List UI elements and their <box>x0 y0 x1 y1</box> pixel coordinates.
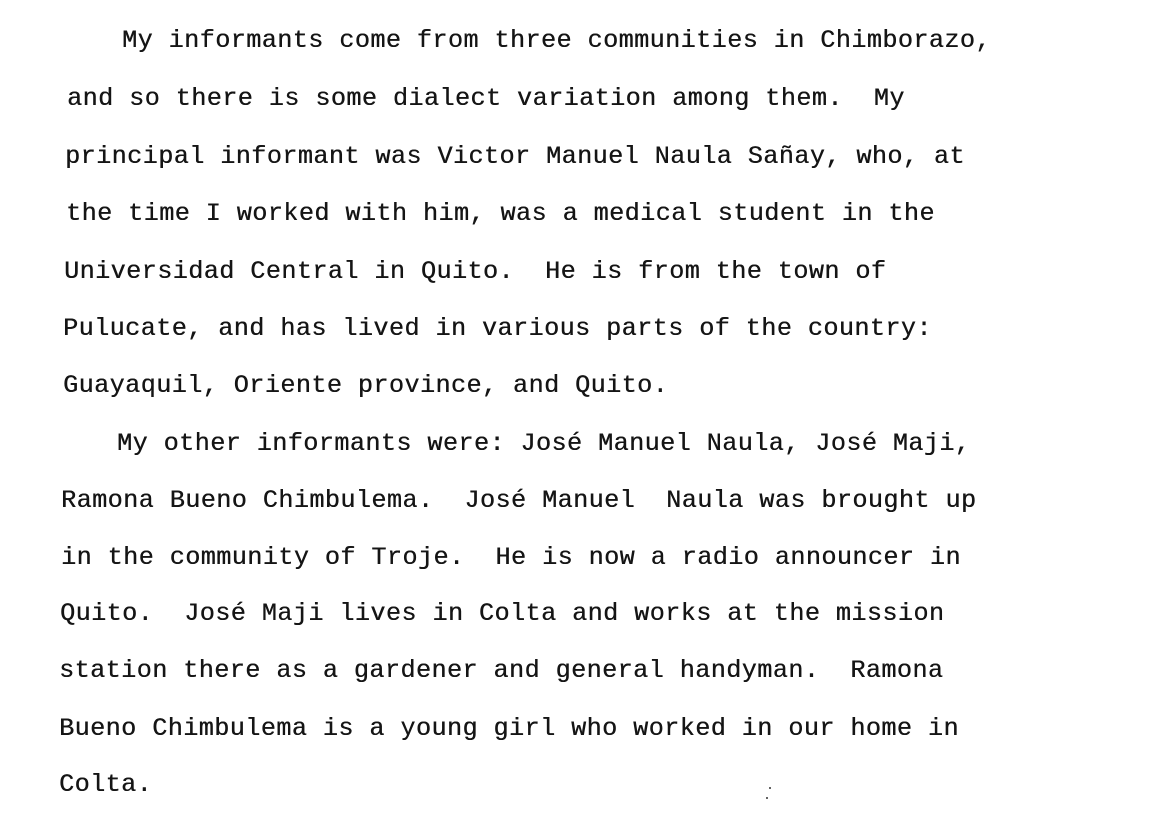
text-line: station there as a gardener and general handyman. Ramona <box>59 656 944 685</box>
text-line: the time I worked with him, was a medical student in the <box>66 199 935 228</box>
text-line: and so there is some dialect variation among them. My <box>67 84 905 113</box>
text-line: principal informant was Victor Manuel Naula Sañay, who, at <box>65 142 965 171</box>
text-line: Bueno Chimbulema is a young girl who worked in our home in <box>59 714 959 743</box>
text-line: Universidad Central in Quito. He is from the town of <box>64 257 887 286</box>
text-line: My informants come from three communities in Chimborazo, <box>122 26 991 55</box>
text-line: Ramona Bueno Chimbulema. José Manuel Naula was brought up <box>61 486 977 515</box>
ink-speck <box>769 787 771 789</box>
ink-speck <box>766 797 768 799</box>
text-line: Colta. <box>59 770 153 799</box>
text-line: My other informants were: José Manuel Naula, José Maji, <box>117 429 971 458</box>
text-line: in the community of Troje. He is now a radio announcer in <box>61 543 961 572</box>
text-line: Guayaquil, Oriente province, and Quito. <box>63 371 669 400</box>
text-line: Pulucate, and has lived in various parts of the country: <box>63 314 932 343</box>
text-line: Quito. José Maji lives in Colta and works at the mission <box>60 599 945 628</box>
